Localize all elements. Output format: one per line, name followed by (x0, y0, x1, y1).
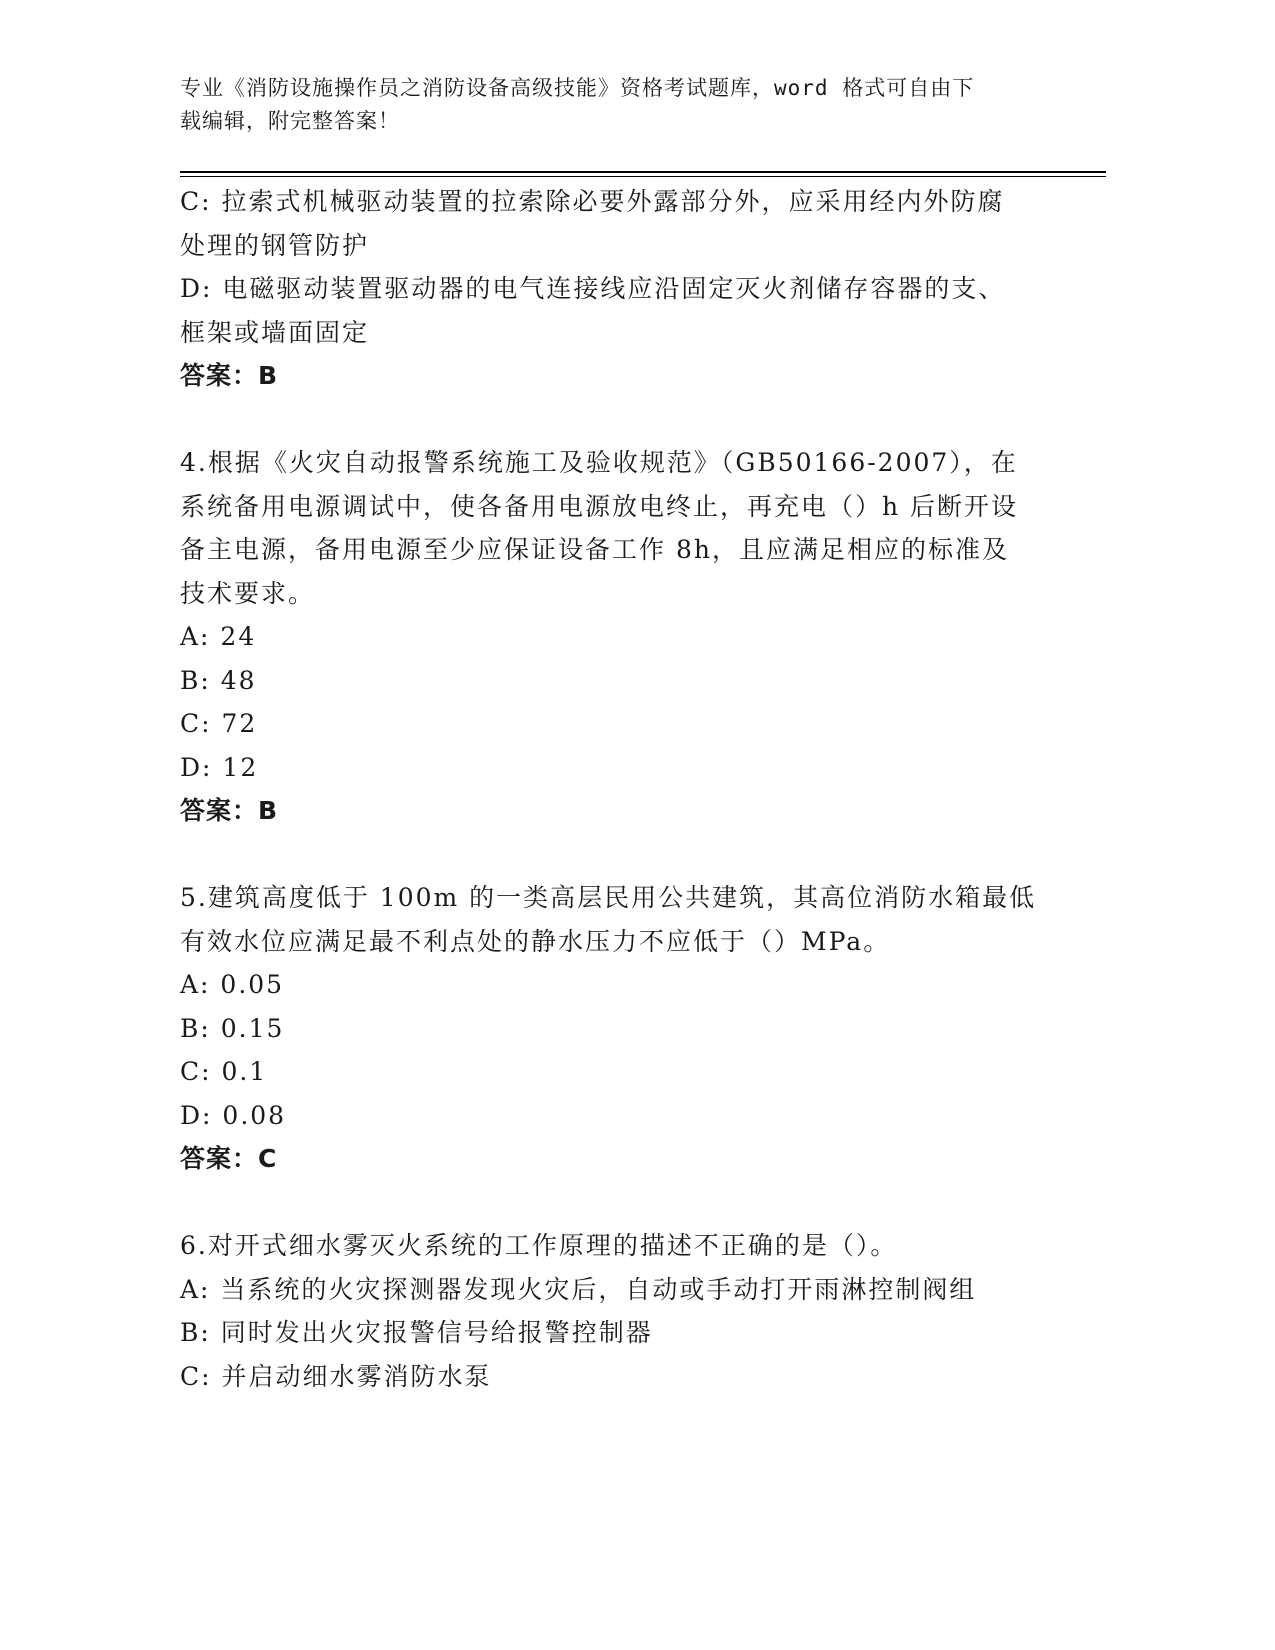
q3-option-d-line-2: 框架或墙面固定 (180, 317, 370, 347)
q6-option-b: B: 同时发出火灾报警信号给报警控制器 (180, 1318, 653, 1347)
q5-option-a: A: 0.05 (180, 970, 285, 999)
header-line-2: 载编辑，附完整答案！ (180, 109, 400, 133)
q3-option-d-line-1: D: 电磁驱动装置驱动器的电气连接线应沿固定灭火剂储存容器的支、 (180, 274, 1006, 303)
question-content (180, 180, 1060, 1398)
document-header (180, 72, 1050, 138)
q4-stem-line-4: 技术要求。 (180, 578, 316, 608)
q5-option-b: B: 0.15 (180, 1013, 285, 1043)
q5-option-c: C: 0.1 (180, 1057, 268, 1086)
q5-option-d: D: 0.08 (180, 1100, 287, 1130)
spacer (180, 398, 1060, 442)
question-4 (180, 441, 1060, 833)
question-3-tail (180, 180, 1060, 398)
question-5 (180, 876, 1060, 1181)
q3-option-c-line-2: 处理的钢管防护 (180, 230, 370, 260)
header-divider-thin (180, 176, 1106, 177)
header-line-1: 专业《消防设施操作员之消防设备高级技能》资格考试题库，word 格式可自由下 (180, 76, 975, 100)
q3-option-c-line-1: C: 拉索式机械驱动装置的拉索除必要外露部分外，应采用经内外防腐 (180, 187, 1005, 216)
q3-answer: 答案：B (180, 361, 279, 390)
q4-option-d: D: 12 (180, 752, 259, 782)
q4-stem-line-3: 备主电源，备用电源至少应保证设备工作 8h，且应满足相应的标准及 (180, 535, 1009, 564)
q4-answer: 答案：B (180, 796, 279, 825)
q6-option-c: C: 并启动细水雾消防水泵 (180, 1361, 492, 1391)
q6-stem-line-1: 6.对开式细水雾灭火系统的工作原理的描述不正确的是（）。 (180, 1231, 898, 1260)
question-6 (180, 1224, 1060, 1398)
q5-answer: 答案：C (180, 1144, 278, 1173)
q4-option-a: A: 24 (180, 622, 257, 651)
spacer (180, 1181, 1060, 1225)
q4-option-b: B: 48 (180, 665, 257, 695)
q4-stem-line-2: 系统备用电源调试中，使各备用电源放电终止，再充电（）h 后断开设 (180, 491, 1019, 521)
spacer (180, 833, 1060, 877)
q5-stem-line-1: 5.建筑高度低于 100m 的一类高层民用公共建筑，其高位消防水箱最低 (180, 883, 1037, 912)
q5-stem-line-2: 有效水位应满足最不利点处的静水压力不应低于（）MPa。 (180, 926, 891, 956)
q4-stem-line-1: 4.根据《火灾自动报警系统施工及验收规范》（GB50166-2007），在 (180, 448, 1018, 477)
header-divider-thick (180, 171, 1106, 173)
q6-option-a: A: 当系统的火灾探测器发现火灾后，自动或手动打开雨淋控制阀组 (180, 1274, 977, 1304)
q4-option-c: C: 72 (180, 709, 258, 738)
